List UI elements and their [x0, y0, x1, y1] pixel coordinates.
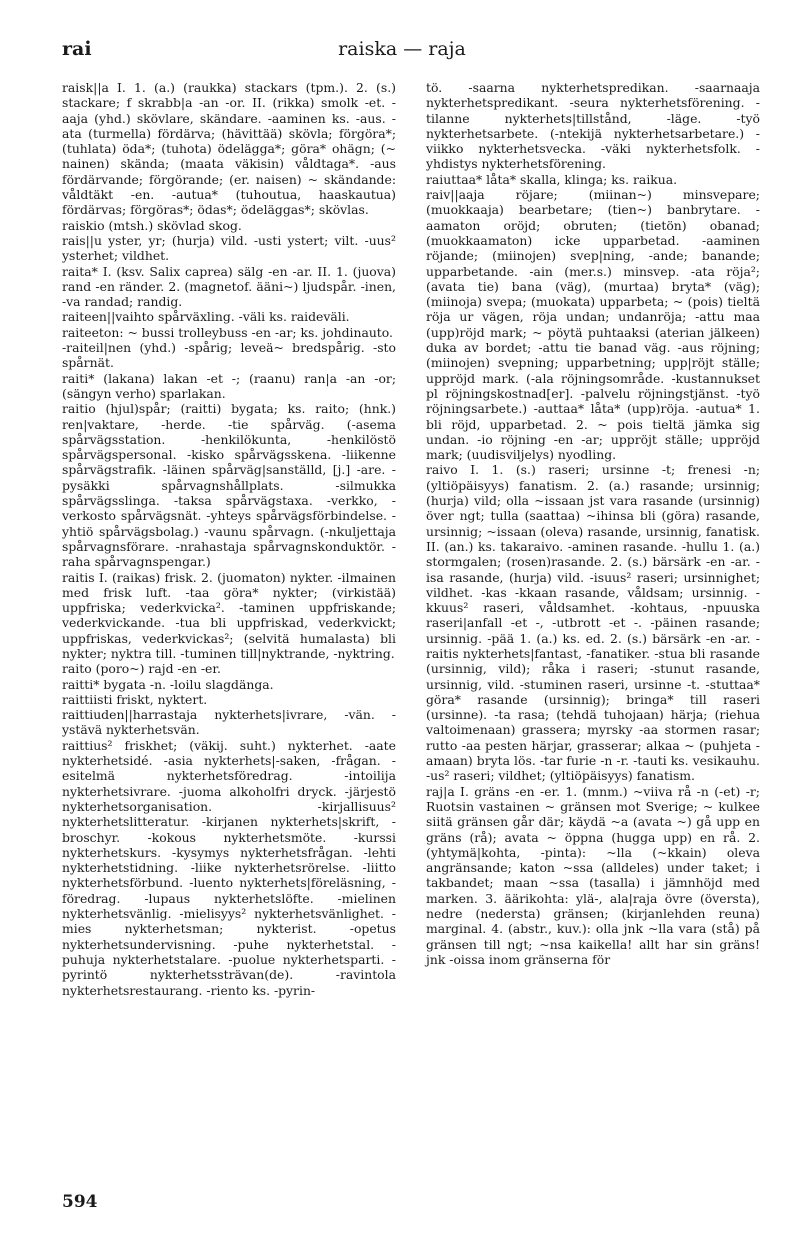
dictionary-entry: raiskio (mtsh.) skövlad skog. — [62, 217, 242, 233]
guide-word: rai — [62, 38, 92, 60]
dictionary-entry: raito (poro~) rajd -en -er. — [62, 661, 221, 677]
dictionary-entry: raiuttaa* låta* skalla, klinga; ks. raikua. — [426, 171, 678, 187]
dictionary-entry: raisk||a I. 1. (a.) (raukka) stackars (tpm.). 2. (s.) stackare; f skrabb|a -an -or. II. (rikka) smolk -et. -aaja (yhd.) skövlare, skändare. -aaminen ks. -aus. -ata (turmella) fördärva; (hävittää) skövla; förgöra*; (tuhlata) öda*; (tuhota) ödelägga*; göra* ohägn; (~ nainen) skända; (maata väkisin) våldtaga*. -aus fördärvande; förgörande; (er. naisen) ~ skändande: våldtäkt -en. -autua* (tuhoutua, haaskautua) fördärvas; förgöras*; ödas*; ödeläggas*; skövlas. — [62, 80, 396, 218]
dictionary-entry: tö. -saarna nykterhetspredikan. -saarnaaja nykterhetspredikant. -seura nykterhetsförening. -tilanne nykterhets|tillstånd, -läge. -työ nykterhetsarbete. (-ntekijä nykterhetsarbetare.) -viikko nykterhetsvecka. -väki nykterhetsfolk. -yhdistys nykterhetsförening. — [426, 80, 760, 172]
dictionary-entry: raitis I. (raikas) frisk. 2. (juomaton) nykter. -ilmainen med frisk luft. -taa göra* nykter; (virkistää) uppfriska; vederkvicka². -taminen uppfriskande; vederkvickande. -tua bli uppfriskad, vederkvickt; uppfriskas, vederkvickas²; (selvitä humalasta) bli nykter; nyktra till. -tuminen till|nyktrande, -nyktring. — [62, 569, 396, 661]
dictionary-entry: raitio (hjul)spår; (raitti) bygata; ks. raito; (hnk.) ren|vaktare, -herde. -tie spårväg. (-asema spårvägsstation. -henkilökunta, -henkilöstö spårvägspersonal. -kisko spårvägsskena. -liikenne spårvägstrafik. -läinen spårväg|sanställd, [j.] -are. -pysäkki spårvagnshållplats. -silmukka spårvägsslinga. -taksa spårvägstaxa. -verkko, -verkosto spårvägsnät. -yhteys spårvägsförbindelse. -yhtiö spårvägsbolag.) -vaunu spårvagn. (-nkuljettaja spårvagnsförare. -nrahastaja spårvagnskonduktör. -raha spårvagnspengar.) — [62, 401, 396, 570]
right-column — [426, 80, 760, 967]
page-title: raiska — raja — [338, 38, 466, 60]
dictionary-entry: rais||u yster, yr; (hurja) vild. -usti ystert; vilt. -uus² ysterhet; vildhet. — [62, 232, 396, 264]
dictionary-entry: raiteeton: ~ bussi trolleybuss -en -ar; ks. johdinauto. — [62, 324, 393, 340]
dictionary-entry: raivo I. 1. (s.) raseri; ursinne -t; frenesi -n; (yltiöpäisyys) fanatism. 2. (a.) rasande; ursinnig; (hurja) vild; olla ~issaan jst vara rasande (ursinnig) över ngt; tulla (saattaa) ~ihinsa bli (göra) rasande, ursinnig; ~issaan (oleva) rasande, ursinnig, fanatisk. II. (an.) ks. takaraivo. -aminen rasande. -hullu 1. (a.) stormgalen; (rosen)rasande. 2. (s.) bärsärk -en -ar. -isa rasande, (hurja) vild. -isuus² raseri; ursinnighet; vildhet. -kas -kkaan rasande, våldsam; ursinnig. -kkuus² raseri, våldsamhet. -kohtaus, -npuuska raseri|anfall -et -, -utbrott -et -. -päinen rasande; ursinnig. -pää 1. (a.) ks. ed. 2. (s.) bärsärk -en -ar. -raitis nykterhets|fantast, -fanatiker. -stua bli rasande (ursinnig, vild); råka i raseri; -stunut rasande, ursinnig, vild. -stuminen raseri, ursinne -t. -stuttaa* göra* rasande (ursinnig); bringa* till raseri (ursinne). -ta rasa; (tehdä tuhojaan) härja; (riehua valtoimenaan) grassera; myrsky -aa stormen rasar; rutto -aa pesten härjar, grasserar; alkaa ~ (puhjeta -amaan) bryta lös. -tar furie -n -r. -tauti ks. vesikauhu. -us² raseri; vildhet; (yltiöpäisyys) fanatism. — [426, 462, 760, 784]
dictionary-entry: raiti* (lakana) lakan -et -; (raanu) ran|a -an -or; (sängyn verho) sparlakan. — [62, 370, 396, 401]
dictionary-entry: raj|a I. gräns -en -er. 1. (mnm.) ~viiva rå -n (-et) -r; Ruotsin vastainen ~ gränsen mot Sverige; ~ kulkee siitä gränsen går där; käydä ~a (avata ~) gå upp en gräns (rå); avata ~ öppna (hugga upp) en rå. 2. (yhtymä|kohta, -pinta): ~lla (~kkain) oleva angränsande; katon ~ssa (alldeles) under taket; i takbandet; maan ~ssa (tasalla) i jämnhöjd med marken. 3. äärikohta: ylä-, ala|raja övre (översta), nedre (nedersta) gränsen; (kirjanlehden reuna) marginal. 4. (abstr., kuv.): olla jnk ~lla vara (stå) på gränsen till ngt; ~nsa kaikella! allt har sin gräns! jnk -oissa inom gränserna för — [426, 783, 760, 967]
dictionary-entry: raittiuden||harrastaja nykterhets|ivrare, -vän. -ystävä nykterhetsvän. — [62, 707, 396, 738]
dictionary-entry: raitti* bygata -n. -loilu slagdänga. — [62, 676, 274, 692]
dictionary-entry: raittiisti friskt, nyktert. — [62, 691, 208, 707]
dictionary-entry: raiv||aaja röjare; (miinan~) minsvepare; (muokkaaja) bearbetare; (tien~) banbrytare. -aamaton oröjd; obruten; (tietön) obanad; (muokkaamaton) icke upparbetad. -aaminen röjande; (miinojen) svep|ning, -ande; banande; upparbetande. -ain (mer.s.) minsvep. -ata röja²; (avata tie) bana (väg), (murtaa) bryta* (väg); (miinoja) svepa; (muokata) upparbeta; ~ (pois) tieltä röja ur vägen, röja undan; undanröja; -attu maa (upp)röjd mark; ~ pöytä puhtaaksi (aterian jälkeen) duka av bordet; -attu tie banad väg. -aus röjning; (miinojen) svepning; upparbetning; upp|röjt ställe; uppröjd mark. (-ala röjningsområde. -kustannukset pl röjningskostnad[er]. -palvelu röjningstjänst. -työ röjningsarbete.) -auttaa* låta* (upp)röja. -autua* 1. bli röjd, upparbetad. 2. ~ pois tieltä jämka sig undan. -io röjning -en -ar; uppröjt ställe; uppröjd mark; (uudisviljelys) nyodling. — [426, 187, 760, 463]
left-column — [62, 80, 396, 998]
dictionary-entry: raittius² friskhet; (väkij. suht.) nykterhet. -aate nykterhetsidé. -asia nykterhets|-saken, -frågan. -esitelmä nykterhetsföredrag. -intoilija nykterhetsivrare. -juoma alkoholfri dryck. -järjestö nykterhetsorganisation. -kirjallisuus² nykterhetslitteratur. -kirjanen nykterhets|skrift, -broschyr. -kokous nykterhetsmöte. -kurssi nykterhetskurs. -kysymys nykterhetsfrågan. -lehti nykterhetstidning. -liike nykterhetsrörelse. -liitto nykterhetsförbund. -luento nykterhets|föreläsning, -föredrag. -lupaus nykterhetslöfte. -mielinen nykterhetsvänlig. -mielisyys² nykterhetsvänlighet. -mies nykterhetsman; nykterist. -opetus nykterhetsundervisning. -puhe nykterhetstal. -puhuja nykterhetstalare. -puolue nykterhetsparti. -pyrintö nykterhetssträvan(de). -ravintola nykterhetsrestaurang. -riento ks. -pyrin- — [62, 737, 396, 998]
dictionary-entry: raita* I. (ksv. Salix caprea) sälg -en -ar. II. 1. (juova) rand -en ränder. 2. (magnetof. ääni~) ljudspår. -inen, -va randad; randig. — [62, 263, 396, 310]
page-header — [62, 38, 742, 64]
dictionary-entry: -raiteil|nen (yhd.) -spårig; leveä~ bredspårig. -sto spårnät. — [62, 340, 396, 371]
page-number: 594 — [62, 1192, 98, 1212]
dictionary-entry: raiteen||vaihto spårväxling. -väli ks. raideväli. — [62, 309, 350, 325]
